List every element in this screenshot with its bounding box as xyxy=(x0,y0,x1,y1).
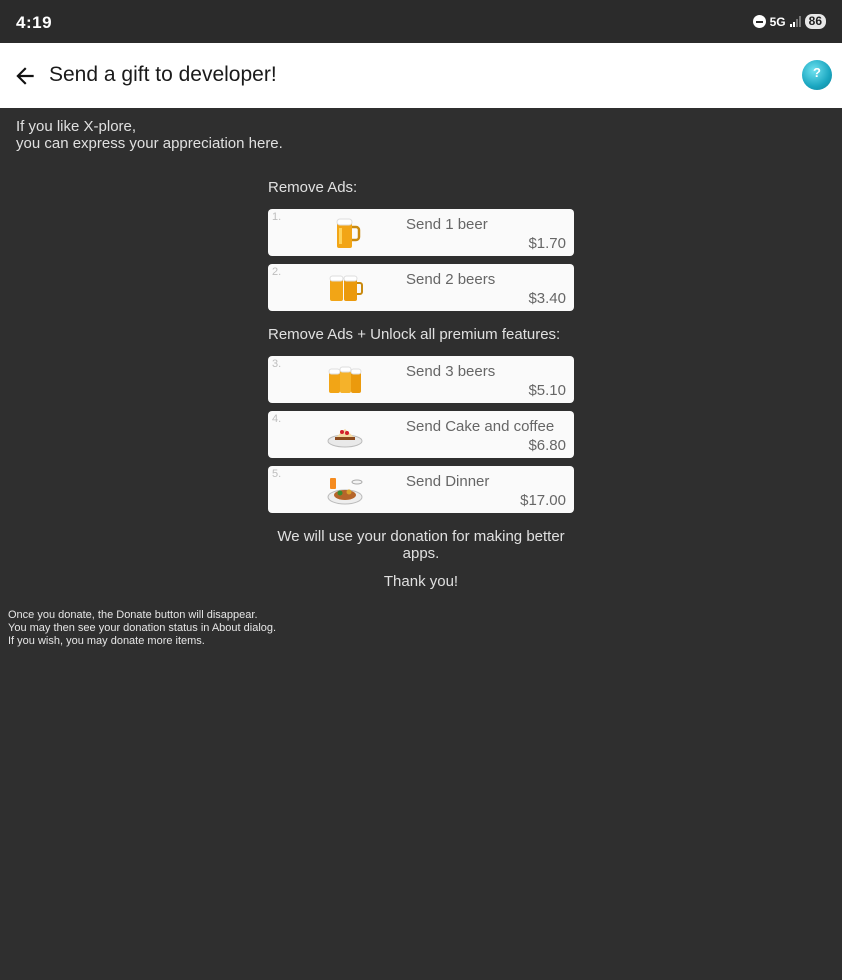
item-number: 1. xyxy=(272,211,282,223)
back-arrow-icon[interactable] xyxy=(12,63,38,89)
network-type: 5G xyxy=(769,14,786,29)
donation-message xyxy=(268,528,574,562)
intro-line-1: If you like X-plore, xyxy=(16,118,137,135)
item-number: 5. xyxy=(272,468,282,480)
two-beers-icon xyxy=(326,269,364,307)
intro-text xyxy=(16,118,283,152)
item-price: $17.00 xyxy=(520,492,566,509)
donate-item-beer[interactable] xyxy=(268,209,574,256)
page-title: Send a gift to developer! xyxy=(49,63,277,86)
footnote xyxy=(8,609,276,648)
cake-coffee-icon xyxy=(326,416,364,454)
battery-level: 86 xyxy=(805,14,826,29)
donate-item-two-beers[interactable] xyxy=(268,264,574,311)
donate-item-dinner[interactable] xyxy=(268,466,574,513)
beer-mug-icon xyxy=(326,214,364,252)
dinner-plate-icon xyxy=(326,471,364,509)
footnote-line-2: You may then see your donation status in About dialog. xyxy=(8,622,277,634)
section-remove-ads: Remove Ads: xyxy=(268,179,358,196)
item-number: 4. xyxy=(272,413,282,425)
donate-item-cake-coffee[interactable] xyxy=(268,411,574,458)
item-label: Send 1 beer xyxy=(406,216,488,233)
status-icons xyxy=(753,14,826,29)
donate-item-three-beers[interactable] xyxy=(268,356,574,403)
donation-message-line-1: We will use your donation for making better xyxy=(277,528,565,545)
item-price: $5.10 xyxy=(528,382,566,399)
item-label: Send Dinner xyxy=(406,473,490,490)
thank-you-text: Thank you! xyxy=(383,573,459,590)
help-button[interactable]: ? xyxy=(802,60,832,90)
item-price: $6.80 xyxy=(528,437,566,454)
intro-line-2: you can express your appreciation here. xyxy=(16,135,283,152)
item-label: Send 3 beers xyxy=(406,363,496,380)
status-time: 4:19 xyxy=(16,13,53,32)
item-number: 3. xyxy=(272,358,282,370)
do-not-disturb-icon xyxy=(753,15,766,28)
item-price: $3.40 xyxy=(528,290,566,307)
status-bar xyxy=(0,0,842,43)
item-label: Send Cake and coffee xyxy=(406,418,555,435)
three-beers-icon xyxy=(326,361,364,399)
signal-icon xyxy=(790,16,801,27)
footnote-line-1: Once you donate, the Donate button will disappear. xyxy=(8,609,258,621)
item-label: Send 2 beers xyxy=(406,271,496,288)
donation-message-line-2: apps. xyxy=(402,545,440,562)
app-bar xyxy=(0,43,842,108)
item-price: $1.70 xyxy=(528,235,566,252)
section-premium: Remove Ads + Unlock all premium features: xyxy=(268,326,561,343)
footnote-line-3: If you wish, you may donate more items. xyxy=(8,635,205,647)
item-number: 2. xyxy=(272,266,282,278)
